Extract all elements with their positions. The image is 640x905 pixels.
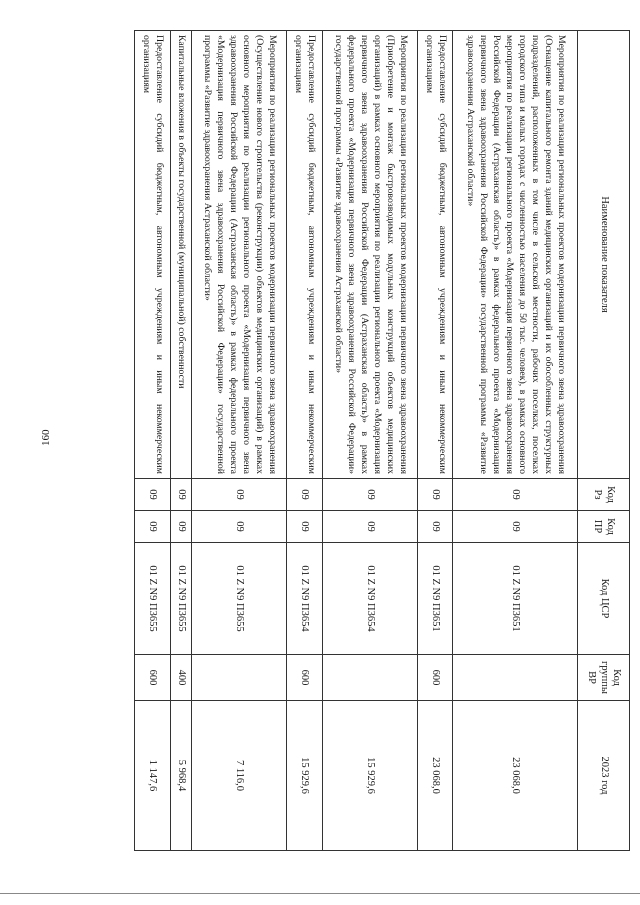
header-name: Наименование показателя — [578, 31, 630, 479]
row-vr: 600 — [417, 655, 453, 701]
row-rz: 09 — [192, 479, 287, 511]
row-amount: 15 929,6 — [322, 701, 417, 851]
row-amount: 5 968,4 — [170, 701, 192, 851]
header-year: 2023 год — [578, 701, 630, 851]
row-pr: 09 — [135, 511, 171, 543]
budget-table — [134, 30, 630, 851]
header-vr: Код группы ВР — [578, 655, 630, 701]
row-name: Мероприятия по реализации региональных проектов модернизации первичного звена здравоохранения (Оснащение капитального ремонта зданий медицинских организаций и их обособленных структурных подразделений, расположенных в том числе в сельской местности, рабочих поселках, поселках городского типа и малых городах с численностью населения до 50 тыс. человек), в рамках основного мероприятия по реализации регионального проекта «Модернизация первичного звена здравоохранения Российской Федерации (Астраханская область)» в рамках федерального проекта «Модернизация первичного звена здравоохранения Российской Федерации» государственной программы «Развитие здравоохранения Астраханской области» — [453, 31, 578, 479]
row-csr: 01 Z N9 П3655 — [135, 543, 171, 655]
row-amount: 7 116,0 — [192, 701, 287, 851]
row-csr: 01 Z N9 П3651 — [417, 543, 453, 655]
row-pr: 09 — [192, 511, 287, 543]
header-pr: Код ПР — [578, 511, 630, 543]
row-vr: 600 — [287, 655, 323, 701]
table-row — [192, 31, 287, 851]
row-pr: 09 — [170, 511, 192, 543]
row-rz: 09 — [417, 479, 453, 511]
table-row — [453, 31, 578, 851]
row-pr: 09 — [453, 511, 578, 543]
row-vr: 400 — [170, 655, 192, 701]
row-name: Мероприятия по реализации региональных проектов модернизации первичного звена здравоохранения (Приобретение и монтаж быстровозводимых модульных конструкций объектов медицинских организаций) в рамках основного мероприятия по реализации регионального проекта «Модернизация первичного звена здравоохранения Российской Федерации (Астраханская область)» в рамках федерального проекта «Модернизация первичного звена здравоохранения Российской Федерации» государственной программы «Развитие здравоохранения Астраханской области» — [322, 31, 417, 479]
row-csr: 01 Z N9 П3655 — [170, 543, 192, 655]
row-pr: 09 — [417, 511, 453, 543]
row-rz: 09 — [170, 479, 192, 511]
table-row — [170, 31, 192, 851]
header-rz: Код Рз — [578, 479, 630, 511]
row-vr: 600 — [135, 655, 171, 701]
table-header-row — [578, 31, 630, 851]
row-vr — [192, 655, 287, 701]
row-pr: 09 — [322, 511, 417, 543]
scan-edge-line — [0, 893, 640, 894]
row-name: Предоставление субсидий бюджетным, автономным учреждениям и иным некоммерческим организациям — [287, 31, 323, 479]
row-pr: 09 — [287, 511, 323, 543]
table-row — [135, 31, 171, 851]
row-amount: 23 068,0 — [417, 701, 453, 851]
row-rz: 09 — [322, 479, 417, 511]
row-rz: 09 — [287, 479, 323, 511]
page-number: 160 — [40, 429, 52, 446]
row-rz: 09 — [453, 479, 578, 511]
row-name: Предоставление субсидий бюджетным, автономным учреждениям и иным некоммерческим организациям — [135, 31, 171, 479]
row-vr — [453, 655, 578, 701]
row-name: Предоставление субсидий бюджетным, автономным учреждениям и иным некоммерческим организациям — [417, 31, 453, 479]
row-amount: 1 147,6 — [135, 701, 171, 851]
row-csr: 01 Z N9 П3655 — [192, 543, 287, 655]
table-row — [417, 31, 453, 851]
header-csr: Код ЦСР — [578, 543, 630, 655]
row-vr — [322, 655, 417, 701]
row-amount: 15 929,6 — [287, 701, 323, 851]
row-name: Мероприятия по реализации региональных проектов модернизации первичного звена здравоохранения (Осуществление нового строительства (реконструкции) объектов медицинских организаций) в рамках основного мероприятия по реализации регионального проекта «Модернизация первичного звена здравоохранения Российской Федерации (Астраханская область)» в рамках федерального проекта «Модернизация первичного звена здравоохранения Российской Федерации» государственной программы «Развитие здравоохранения Астраханской области» — [192, 31, 287, 479]
budget-table-frame — [134, 30, 630, 850]
table-row — [287, 31, 323, 851]
row-csr: 01 Z N9 П3654 — [322, 543, 417, 655]
row-csr: 01 Z N9 П3651 — [453, 543, 578, 655]
row-amount: 23 068,0 — [453, 701, 578, 851]
row-csr: 01 Z N9 П3654 — [287, 543, 323, 655]
row-rz: 09 — [135, 479, 171, 511]
table-row — [322, 31, 417, 851]
row-name: Капитальные вложения в объекты государственной (муниципальной) собственности — [170, 31, 192, 479]
